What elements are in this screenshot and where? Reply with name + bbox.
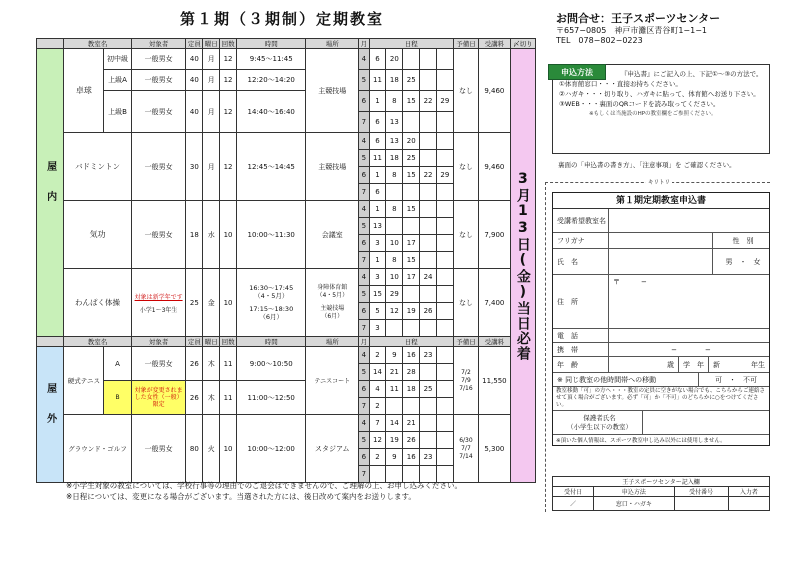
apply-line-5: ※もしくは当施設のHPの教室欄をご参照ください。: [589, 111, 717, 117]
day: 月: [203, 49, 220, 70]
class-sub: 初中級: [104, 49, 131, 70]
transfer-note: 教室移動「可」の方へ・・・教室の定員に空きがない場合でも、こちらからご連絡させて頂く場合がございます。必ず「可」か「不可」のどちらかに○をつけてください。: [556, 388, 766, 408]
date: 12: [386, 303, 403, 320]
date: 19: [403, 303, 420, 320]
month: 5: [359, 286, 370, 303]
cap: 30: [186, 133, 203, 201]
month: 6: [359, 381, 370, 398]
count: 11: [220, 347, 237, 381]
date: 3: [369, 320, 386, 337]
date: 3: [369, 269, 386, 286]
date: 22: [420, 91, 437, 112]
date: 1: [369, 252, 386, 269]
cap: 26: [186, 347, 203, 381]
hdr-cap: 定員: [187, 40, 201, 48]
month: 7: [359, 184, 370, 201]
day: 月: [203, 91, 220, 133]
month: 7: [359, 398, 370, 415]
target: 一般男女: [131, 91, 186, 133]
label-furigana: フリガナ: [553, 233, 609, 248]
application-form: [552, 192, 770, 446]
date: 6: [369, 49, 386, 70]
day: 月: [203, 133, 220, 201]
date: 29: [386, 286, 403, 303]
contact-tel: TEL 078−802−0223: [556, 36, 643, 45]
form-title: 第１期定期教室申込書: [553, 193, 769, 209]
month: 6: [359, 235, 370, 252]
month: 4: [359, 49, 370, 70]
date: 10: [386, 269, 403, 286]
date: 14: [386, 415, 403, 432]
fee: 7,900: [479, 201, 511, 269]
hdr-month: 月: [359, 337, 370, 347]
date: 18: [386, 70, 403, 91]
target: 一般男女: [131, 49, 186, 70]
date: 13: [386, 112, 403, 133]
target: 一般男女: [131, 415, 186, 483]
date: 10: [386, 235, 403, 252]
time2b: （6月）: [259, 313, 284, 321]
time-wanpaku: [236, 269, 305, 337]
day: 木: [203, 381, 220, 415]
apply-line-4: ③WEB・・・裏面のQRコードを読み取ってください。: [559, 100, 720, 108]
cap: 40: [186, 91, 203, 133]
date: 26: [420, 303, 437, 320]
hdr-cap: 定員: [187, 338, 201, 346]
transfer-label: ※ 同じ教室の他時間帯への移動: [553, 373, 699, 386]
note-2: ※日程については、変更になる場合がございます。当選された方には、後日改めて案内をお送りします。: [66, 492, 416, 501]
count: 12: [220, 133, 237, 201]
date: 3: [369, 235, 386, 252]
time: 12:45〜14:45: [236, 133, 305, 201]
staff-col: 受付日: [553, 487, 594, 497]
date: 7: [369, 415, 386, 432]
date: 8: [386, 167, 403, 184]
day: 月: [203, 70, 220, 91]
hdr-day: 曜日: [204, 338, 218, 346]
date: 15: [403, 167, 420, 184]
category-outdoor: 屋外: [37, 347, 64, 483]
count: 10: [220, 415, 237, 483]
time: 12:20〜14:20: [236, 70, 305, 91]
target: 一般男女: [131, 201, 186, 269]
spare: なし: [453, 269, 478, 337]
apply-line-3: ②ハガキ・・・切り取り、ハガキに貼って、体育館へお送り下さい。: [559, 90, 760, 98]
month: 7: [359, 320, 370, 337]
day: 水: [203, 201, 220, 269]
time2: 17:15〜18:30: [249, 305, 294, 313]
mobile-field[interactable]: − −: [671, 345, 711, 354]
time: 10:00〜11:30: [236, 201, 305, 269]
date: 25: [403, 150, 420, 167]
class-name-takkyu: 卓球: [64, 49, 104, 133]
place1: 身障体育館: [317, 284, 348, 291]
month: 4: [359, 347, 370, 364]
hdr-time: 時間: [236, 337, 305, 347]
label-sex: 性 別: [732, 236, 754, 245]
hdr-class: 教室名: [64, 337, 131, 347]
class-sub: B: [104, 381, 131, 415]
date: 22: [420, 167, 437, 184]
month: 5: [359, 150, 370, 167]
sex-options[interactable]: 男 ・ 女: [725, 257, 761, 266]
place: テニスコート: [306, 347, 359, 415]
date: 17: [403, 235, 420, 252]
contact-name: お問合せ：王子スポーツセンター: [556, 12, 721, 25]
month: 6: [359, 303, 370, 320]
fee: 7,400: [479, 269, 511, 337]
cut-label: キリトリ: [648, 180, 671, 186]
date: 15: [403, 201, 420, 218]
notes: [66, 480, 462, 502]
label-name: 氏 名: [553, 249, 609, 274]
place2b: （6月）: [321, 313, 344, 320]
date: 1: [369, 167, 386, 184]
date: 2: [369, 398, 386, 415]
month: 7: [359, 466, 370, 483]
target: 一般男女: [131, 133, 186, 201]
grade-field[interactable]: [709, 357, 769, 372]
date: 29: [436, 167, 453, 184]
guardian-label-sub: （小学生以下の教室）: [567, 422, 632, 431]
date: 15: [369, 286, 386, 303]
age-unit: 歳: [667, 360, 674, 369]
cap: 40: [186, 70, 203, 91]
zip-mark: 〒 −: [613, 278, 647, 286]
cap: 18: [186, 201, 203, 269]
staff-col: 受付番号: [674, 487, 728, 497]
month: 4: [359, 201, 370, 218]
cap: 26: [186, 381, 203, 415]
staff-val[interactable]: 窓口・ハガキ: [594, 497, 674, 511]
name-field[interactable]: [609, 249, 713, 274]
hdr-place: 場所: [306, 39, 359, 49]
date: 1: [369, 201, 386, 218]
date: 2: [369, 449, 386, 466]
month: 4: [359, 269, 370, 286]
date: 21: [386, 364, 403, 381]
count: 12: [220, 91, 237, 133]
transfer-options[interactable]: 可 ・ 不可: [715, 375, 757, 384]
place: 主競技場: [306, 49, 359, 133]
month: 4: [359, 133, 370, 150]
hdr-fee: 受講料: [479, 337, 511, 347]
date: 18: [403, 381, 420, 398]
hdr-spare: 予備日: [453, 39, 478, 49]
hdr-time: 時間: [236, 39, 305, 49]
date: 15: [403, 91, 420, 112]
date: 20: [403, 133, 420, 150]
form-guide-note: 裏面の「申込書の書き方」、「注意事項」を ご確認ください。: [558, 161, 736, 169]
staff-val[interactable]: ／: [553, 497, 594, 511]
time: 10:00〜12:00: [236, 415, 305, 483]
count: 12: [220, 70, 237, 91]
date: 6: [369, 133, 386, 150]
cap: 40: [186, 49, 203, 70]
count: 10: [220, 201, 237, 269]
class-sub: 上級B: [104, 91, 131, 133]
date: 6: [369, 184, 386, 201]
date: 21: [403, 415, 420, 432]
place2: 主競技場: [320, 305, 345, 312]
fee: 9,460: [479, 49, 511, 133]
page-title: 第１期（３期制）定期教室: [180, 10, 385, 28]
hdr-schedule: 日程: [369, 39, 453, 49]
hdr-fee: 受講料: [479, 39, 511, 49]
hdr-blank: [37, 337, 64, 347]
day: 木: [203, 347, 220, 381]
month: 5: [359, 432, 370, 449]
spare: なし: [453, 49, 478, 133]
spare: なし: [453, 201, 478, 269]
staff-val[interactable]: [674, 497, 728, 511]
date: 5: [369, 303, 386, 320]
date: 8: [386, 91, 403, 112]
guardian-field[interactable]: [643, 411, 769, 434]
date: 11: [369, 150, 386, 167]
age-field[interactable]: [609, 357, 679, 372]
contact-address: 〒657−0805 神戸市灘区青谷町1−1−1: [556, 26, 708, 35]
month: 7: [359, 112, 370, 133]
cap: 25: [186, 269, 203, 337]
class-sub: 上級A: [104, 70, 131, 91]
deadline: 3月13日(金)当日必着: [510, 49, 535, 483]
target: 対象が変更されました女性（一般）限定: [131, 381, 186, 415]
contact-info: [556, 10, 720, 46]
count: 10: [220, 269, 237, 337]
day: 金: [203, 269, 220, 337]
target: 一般男女: [131, 347, 186, 381]
date: 25: [420, 381, 437, 398]
date: 9: [386, 347, 403, 364]
count: 11: [220, 381, 237, 415]
staff-entry-table: [552, 476, 770, 511]
phone-field[interactable]: [609, 329, 769, 342]
place: スタジアム: [306, 415, 359, 483]
date: 15: [403, 252, 420, 269]
grade-new: 新: [713, 360, 720, 369]
date: 19: [386, 432, 403, 449]
date: 8: [386, 252, 403, 269]
target: 一般男女: [131, 70, 186, 91]
fee: 11,550: [479, 347, 511, 415]
date: 14: [369, 364, 386, 381]
hdr-target: 対象者: [131, 39, 186, 49]
date: 29: [436, 91, 453, 112]
hdr-blank: [37, 39, 64, 49]
count: 12: [220, 49, 237, 70]
staff-title: 王子スポーツセンター記入欄: [553, 477, 770, 487]
class-sub: A: [104, 347, 131, 381]
month: 6: [359, 167, 370, 184]
class-field[interactable]: [609, 209, 769, 232]
label-address: 住 所: [553, 275, 609, 328]
hdr-target: 対象者: [131, 337, 186, 347]
spare: なし: [453, 133, 478, 201]
date: 6: [369, 112, 386, 133]
spare: 6/30 7/7 7/14: [453, 415, 478, 483]
month: 6: [359, 91, 370, 112]
privacy-note: ※頂いた個人情報は、スポーツ教室申し込み以外には使用しません。: [556, 438, 726, 444]
time1b: （4・5月）: [254, 292, 289, 300]
hdr-spare: 予備日: [453, 337, 478, 347]
staff-val[interactable]: [728, 497, 769, 511]
time1: 16:30〜17:45: [249, 284, 294, 292]
apply-method-tag: 申込方法: [548, 64, 606, 80]
class-name-kikou: 気功: [64, 201, 131, 269]
hdr-place: 場所: [306, 337, 359, 347]
target: 小学1〜3年生: [139, 306, 178, 314]
target-note: 対象は新学年です: [134, 293, 183, 301]
date: 1: [369, 91, 386, 112]
month: 6: [359, 449, 370, 466]
guardian-label: 保護者氏名: [583, 413, 616, 422]
date: 12: [369, 432, 386, 449]
date: 23: [420, 347, 437, 364]
date: 26: [403, 432, 420, 449]
time: 11:00〜12:50: [236, 381, 305, 415]
class-name-wanpaku: わんぱく体操: [64, 269, 131, 337]
time: 9:00〜10:50: [236, 347, 305, 381]
time: 14:40〜16:40: [236, 91, 305, 133]
date: 8: [386, 201, 403, 218]
class-group-tennis: 硬式テニス: [64, 347, 104, 415]
apply-line-1: 『申込書』にご記入の上、下記①〜③の方法で。: [621, 70, 763, 78]
label-phone: 電 話: [553, 329, 609, 342]
date: 28: [403, 364, 420, 381]
place-wanpaku: [306, 269, 359, 337]
date: 9: [386, 449, 403, 466]
month: 7: [359, 252, 370, 269]
date: 13: [369, 218, 386, 235]
class-name-groundgolf: グラウンド・ゴルフ: [64, 415, 131, 483]
spare: 7/2 7/9 7/16: [453, 347, 478, 415]
staff-col: 入力者: [728, 487, 769, 497]
hdr-count: 回数: [221, 40, 235, 48]
date: 11: [369, 70, 386, 91]
date: 16: [403, 347, 420, 364]
cut-line-vertical: [545, 182, 546, 512]
time: 9:45〜11:45: [236, 49, 305, 70]
hdr-class: 教室名: [64, 39, 131, 49]
date: 25: [403, 70, 420, 91]
fee: 9,460: [479, 133, 511, 201]
hdr-deadline: 〆切り: [510, 39, 535, 49]
grade-unit: 年生: [751, 360, 765, 369]
date: 13: [386, 133, 403, 150]
label-guardian: [553, 411, 643, 434]
date: 24: [420, 269, 437, 286]
date: 11: [386, 381, 403, 398]
hdr-count: 回数: [221, 338, 235, 346]
label-class: 受講希望教室名: [553, 209, 609, 232]
address-field[interactable]: [609, 275, 769, 328]
date: 20: [386, 49, 403, 70]
month: 4: [359, 415, 370, 432]
target-wanpaku: [131, 269, 186, 337]
date: 18: [386, 150, 403, 167]
hdr-month: 月: [359, 39, 370, 49]
date: 2: [369, 347, 386, 364]
month: 5: [359, 364, 370, 381]
category-indoor: 屋内: [37, 49, 64, 337]
hdr-day: 曜日: [204, 40, 218, 48]
month: 5: [359, 218, 370, 235]
label-age: 年 齢: [553, 357, 609, 372]
place1b: （4・5月）: [316, 292, 349, 299]
apply-line-2: ①体育館窓口・・・直接お持ちください。: [559, 80, 682, 88]
note-1: ※小学生対象の教室については、学校行事等の理由でのご退会はできませんので、ご理解の上、お申し込みください。: [66, 481, 462, 490]
label-mobile: 携 帯: [553, 343, 609, 356]
hdr-schedule: 日程: [369, 337, 453, 347]
indoor-schedule-table: [36, 38, 536, 483]
staff-col: 申込方法: [594, 487, 674, 497]
date: 16: [403, 449, 420, 466]
date: 4: [369, 381, 386, 398]
class-name-badminton: バドミントン: [64, 133, 131, 201]
label-grade: 学 年: [679, 357, 709, 372]
date: 23: [420, 449, 437, 466]
place: 会議室: [306, 201, 359, 269]
fee: 5,300: [479, 415, 511, 483]
day: 火: [203, 415, 220, 483]
furigana-field[interactable]: [609, 233, 713, 248]
cap: 80: [186, 415, 203, 483]
date: 17: [403, 269, 420, 286]
place: 主競技場: [306, 133, 359, 201]
month: 5: [359, 70, 370, 91]
